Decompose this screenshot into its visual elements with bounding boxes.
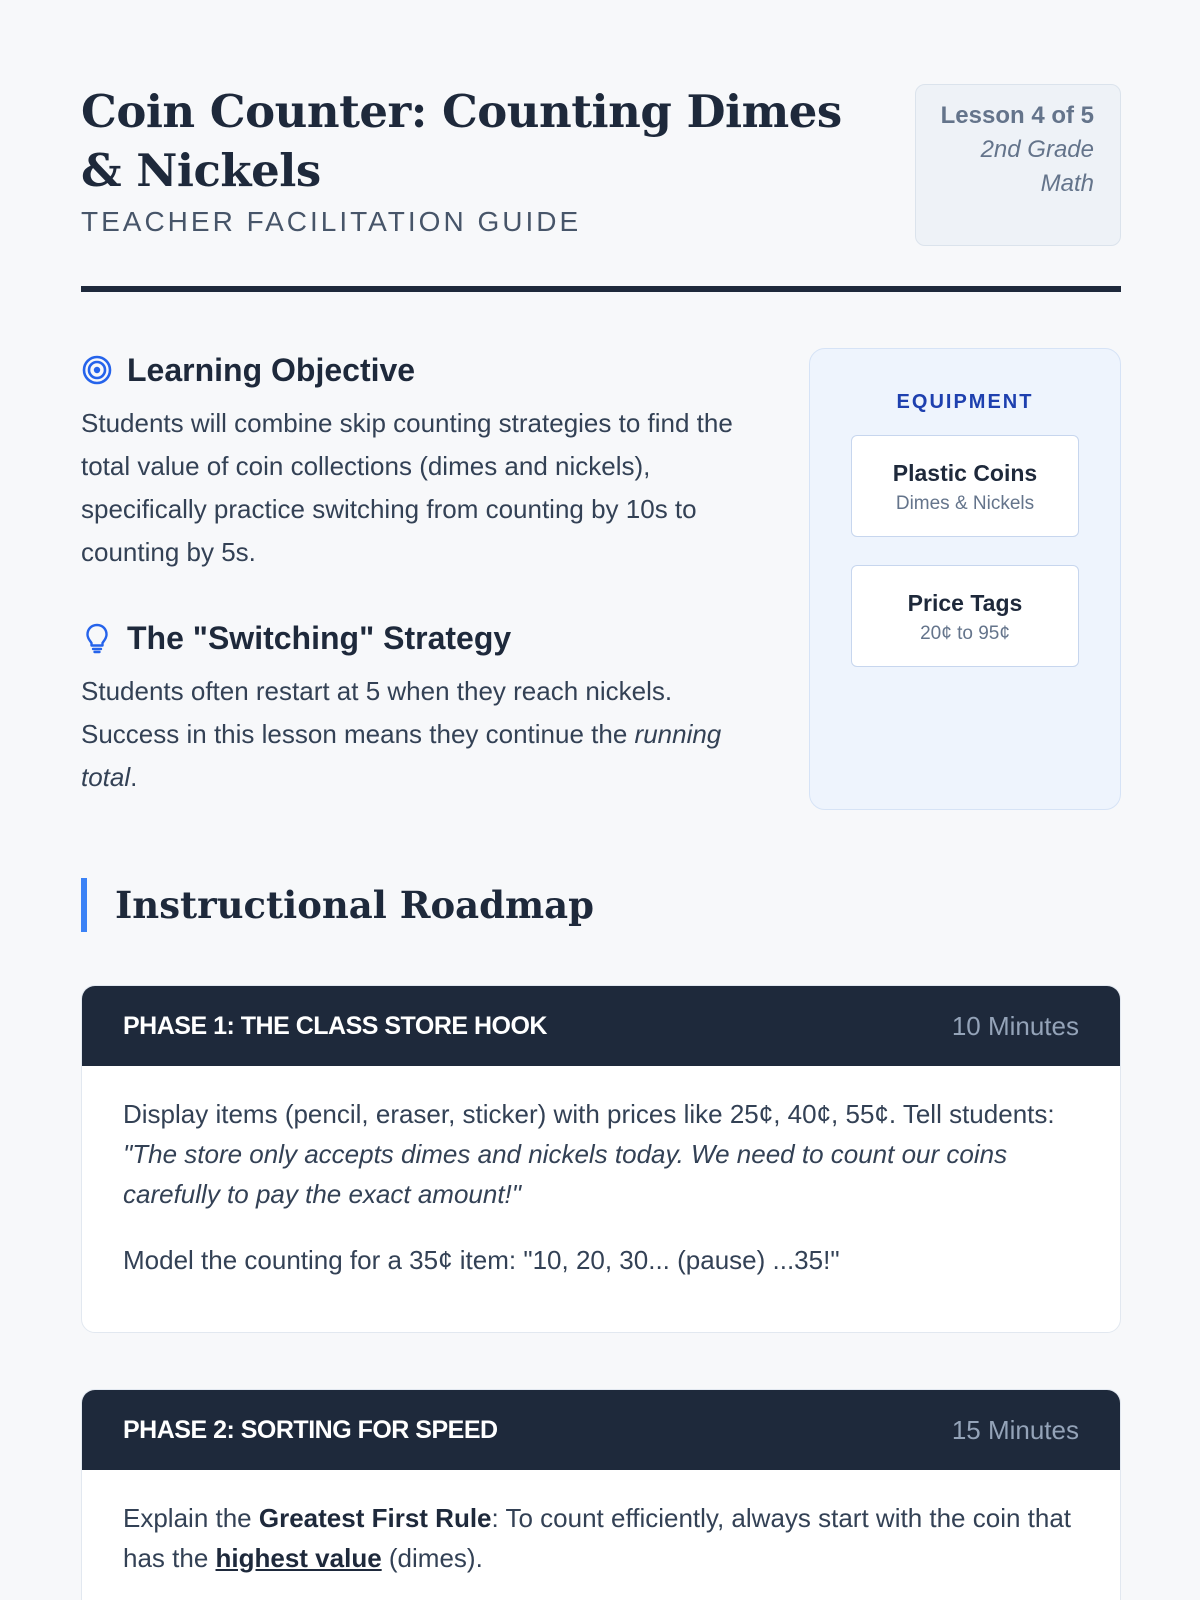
roadmap-heading: Instructional Roadmap (81, 878, 594, 932)
lesson-badge (915, 84, 1121, 246)
phase-duration: 10 Minutes (951, 1010, 1079, 1041)
objective-text: Students will combine skip counting strategies to find the total value of coin collections (dimes and nickels), specifically practice switching from counting by 10s to counting by 5s. (81, 408, 733, 567)
phase-text: : To count efficiently, always start with the coin that has the (123, 1503, 1072, 1573)
phase-paragraph: Model the counting for a 35¢ item: "10, 20, 30... (pause) ...35!" (123, 1245, 840, 1275)
page-subtitle: TEACHER FACILITATION GUIDE (81, 206, 582, 237)
strategy-text-emphasis: running total (81, 719, 722, 792)
strategy-text-after: . (130, 762, 138, 792)
phase-title: PHASE 2: SORTING FOR SPEED (123, 1415, 498, 1444)
equipment-item-desc: 20¢ to 95¢ (920, 623, 1010, 644)
strategy-heading-text: The "Switching" Strategy (127, 619, 512, 656)
page-title: Coin Counter: Counting Dimes & Nickels (81, 85, 842, 197)
phase-header (82, 986, 1120, 1066)
target-icon (81, 354, 113, 386)
phase-title: PHASE 1: THE CLASS STORE HOOK (123, 1011, 547, 1040)
phase-body (82, 1066, 1120, 1308)
equipment-panel (809, 348, 1121, 810)
objective-heading (81, 346, 771, 394)
phase-text: Explain the (123, 1503, 259, 1533)
phase-card-1 (81, 985, 1121, 1333)
equipment-item-name: Price Tags (907, 590, 1023, 616)
phase-header (82, 1390, 1120, 1470)
equipment-item (851, 565, 1079, 667)
lesson-grade: 2nd Grade Math (980, 136, 1094, 197)
page-header (81, 0, 1121, 296)
strategy-text-before: Students often restart at 5 when they reach nickels. Success in this lesson means they continue the (81, 676, 673, 749)
strategy-heading (81, 614, 771, 662)
phase-text: (dimes). (381, 1543, 483, 1573)
rule-name: Greatest First Rule (258, 1503, 492, 1533)
phase-quote: "The store only accepts dimes and nickels today. We need to count our coins carefully to pay the exact amount!" (123, 1139, 1008, 1209)
equipment-item-name: Plastic Coins (892, 460, 1038, 486)
lightbulb-icon (81, 622, 113, 654)
strategy-text (81, 670, 771, 799)
phase-text: Display items (pencil, eraser, sticker) with prices like 25¢, 40¢, 55¢. Tell students: (123, 1099, 1055, 1129)
lesson-number: Lesson 4 of 5 (940, 102, 1094, 129)
lesson-guide-page (81, 0, 1121, 1573)
highlight-text: highest value (215, 1543, 382, 1573)
equipment-title: EQUIPMENT (896, 391, 1034, 413)
equipment-item (851, 435, 1079, 537)
objective-section (81, 346, 771, 799)
header-divider (81, 286, 1121, 292)
phase-card-2 (81, 1389, 1121, 1600)
objective-heading-text: Learning Objective (127, 351, 416, 388)
phase-duration: 15 Minutes (951, 1414, 1079, 1445)
phase-paragraph (123, 1094, 1079, 1214)
phase-paragraph (123, 1498, 1079, 1578)
equipment-item-desc: Dimes & Nickels (895, 493, 1035, 514)
phase-body (82, 1470, 1120, 1600)
